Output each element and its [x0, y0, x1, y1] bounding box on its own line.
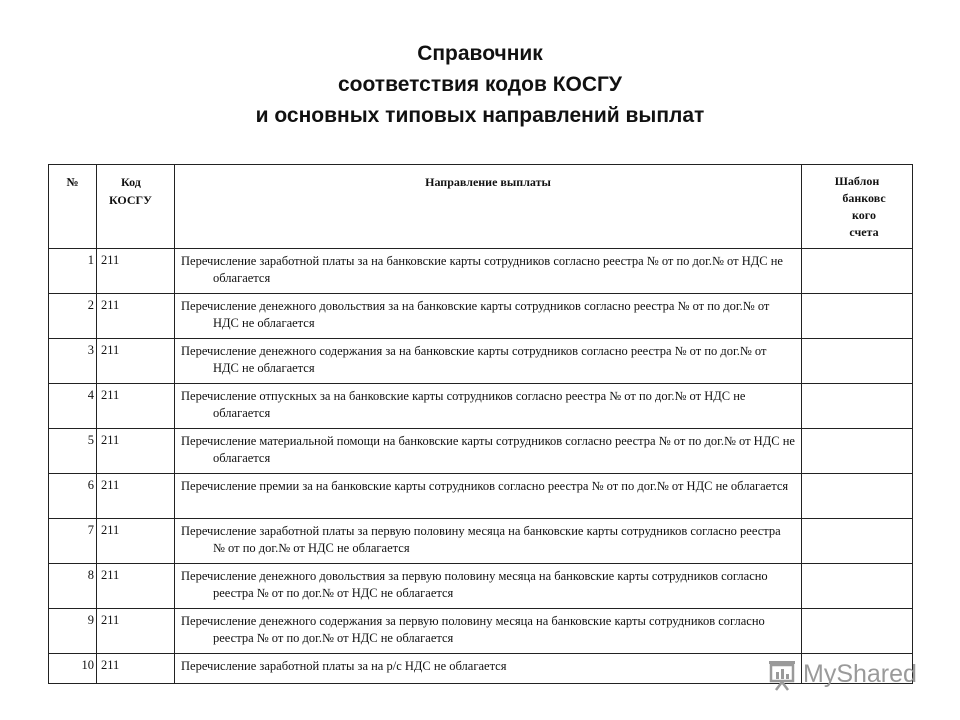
header-code-line-2: КОСГУ — [109, 193, 152, 207]
row-code: 211 — [97, 609, 175, 654]
row-code: 211 — [97, 474, 175, 519]
row-number: 10 — [49, 654, 97, 684]
row-code: 211 — [97, 249, 175, 294]
row-number: 9 — [49, 609, 97, 654]
row-code: 211 — [97, 429, 175, 474]
title-line-2: соответствия кодов КОСГУ — [338, 73, 622, 96]
row-code: 211 — [97, 294, 175, 339]
row-direction — [175, 654, 802, 684]
row-template — [802, 519, 913, 564]
table-row — [49, 519, 913, 564]
row-code: 211 — [97, 564, 175, 609]
row-number: 4 — [49, 384, 97, 429]
row-template — [802, 249, 913, 294]
row-number: 8 — [49, 564, 97, 609]
row-direction — [175, 339, 802, 384]
header-direction: Направление выплаты — [175, 165, 802, 249]
table-body — [49, 249, 913, 684]
row-number: 2 — [49, 294, 97, 339]
header-template-line-2: банковс — [842, 191, 886, 205]
row-direction — [175, 474, 802, 519]
row-template — [802, 384, 913, 429]
header-template-line-1: Шаблон — [834, 174, 880, 188]
row-direction-text: Перечисление денежного содержания за на банковские карты сотрудников согласно реестра № от по дог.№ от НДС не облагается — [181, 344, 767, 375]
row-direction-text: Перечисление заработной платы за на банковские карты сотрудников согласно реестра № от по дог.№ от НДС не облагается — [181, 254, 783, 285]
row-code: 211 — [97, 339, 175, 384]
header-code — [97, 165, 175, 249]
row-template — [802, 564, 913, 609]
row-direction — [175, 429, 802, 474]
table-row — [49, 609, 913, 654]
table-row — [49, 429, 913, 474]
row-template — [802, 609, 913, 654]
row-number: 7 — [49, 519, 97, 564]
row-direction — [175, 519, 802, 564]
header-number: № — [49, 165, 97, 249]
row-direction-text: Перечисление материальной помощи на банковские карты сотрудников согласно реестра № от по дог.№ от НДС не облагается — [181, 434, 795, 465]
row-template — [802, 339, 913, 384]
header-template-line-4: счета — [849, 225, 879, 239]
title-line-3: и основных типовых направлений выплат — [255, 104, 705, 127]
row-direction-text: Перечисление отпускных за на банковские карты сотрудников согласно реестра № от по дог.№ от НДС не облагается — [181, 389, 746, 420]
row-number: 3 — [49, 339, 97, 384]
row-direction — [175, 249, 802, 294]
watermark-text: MyShared — [803, 659, 917, 688]
presentation-board-icon — [767, 657, 797, 691]
row-template — [802, 429, 913, 474]
table-row — [49, 384, 913, 429]
row-code: 211 — [97, 384, 175, 429]
document-title — [0, 38, 960, 131]
header-code-line-1: Код — [121, 175, 141, 189]
row-code: 211 — [97, 519, 175, 564]
row-number: 6 — [49, 474, 97, 519]
row-template — [802, 294, 913, 339]
kosgu-table — [48, 164, 913, 684]
row-direction-text: Перечисление заработной платы за на р/с НДС не облагается — [181, 659, 507, 673]
header-template-line-3: кого — [852, 208, 876, 222]
watermark — [767, 657, 917, 691]
row-number: 5 — [49, 429, 97, 474]
header-template — [802, 165, 913, 249]
table-row — [49, 339, 913, 384]
row-direction-text: Перечисление денежного содержания за первую половину месяца на банковские карты сотрудников согласно реестра № от по дог.№ от НДС не облагается — [181, 614, 765, 645]
table-header-row — [49, 165, 913, 249]
title-line-1: Справочник — [417, 42, 543, 65]
row-direction — [175, 384, 802, 429]
row-direction — [175, 609, 802, 654]
table-row — [49, 249, 913, 294]
row-template — [802, 474, 913, 519]
row-direction — [175, 564, 802, 609]
table-row — [49, 294, 913, 339]
row-code: 211 — [97, 654, 175, 684]
table-row — [49, 564, 913, 609]
row-direction-text: Перечисление премии за на банковские карты сотрудников согласно реестра № от по дог.№ от НДС не облагается — [181, 479, 789, 493]
row-number: 1 — [49, 249, 97, 294]
row-direction — [175, 294, 802, 339]
row-direction-text: Перечисление заработной платы за первую половину месяца на банковские карты сотрудников согласно реестра № от по дог.№ от НДС не облагается — [181, 524, 781, 555]
row-direction-text: Перечисление денежного довольствия за на банковские карты сотрудников согласно реестра № от по дог.№ от НДС не облагается — [181, 299, 770, 330]
row-direction-text: Перечисление денежного довольствия за первую половину месяца на банковские карты сотрудников согласно реестра № от по дог.№ от НДС не облагается — [181, 569, 768, 600]
table-row — [49, 474, 913, 519]
